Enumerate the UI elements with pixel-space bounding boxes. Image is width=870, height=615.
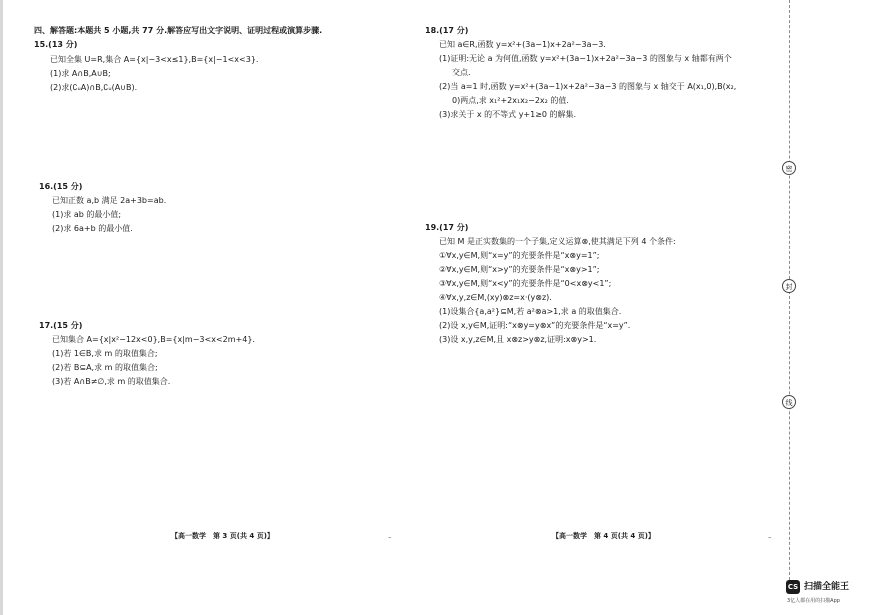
q19-line: ④∀x,y,z∈M,(xy)⊗z=x·(y⊗z). bbox=[439, 293, 552, 302]
q18-line: (3)求关于 x 的不等式 y+1≥0 的解集. bbox=[439, 110, 577, 119]
q19-line: ②∀x,y∈M,则“x>y”的充要条件是“x⊗y>1”; bbox=[439, 265, 600, 274]
footer-dash-left: – bbox=[388, 533, 392, 541]
q18-line: (1)证明:无论 a 为何值,函数 y=x²+(3a−1)x+2a²−3a−3 的图象与 x 轴都有两个 bbox=[439, 54, 732, 63]
q19-line: ①∀x,y∈M,则“x=y”的充要条件是“x⊗y=1”; bbox=[439, 251, 600, 260]
q18-line: 0)两点,求 x₁²+2x₁x₂−2x₂ 的值. bbox=[452, 96, 569, 105]
seal-mark: 线 bbox=[782, 395, 796, 409]
q19-line: 已知 M 是正实数集的一个子集,定义运算⊗,使其满足下列 4 个条件: bbox=[439, 237, 676, 246]
scanner-app-name: 扫描全能王 bbox=[804, 582, 850, 592]
q16-line: (1)求 ab 的最小值; bbox=[52, 210, 122, 219]
section-title: 四、解答题:本题共 5 小题,共 77 分.解答应写出文字说明、证明过程或演算步骤. bbox=[34, 26, 323, 35]
footer-dash-right: – bbox=[768, 533, 772, 541]
scanner-tagline: 3亿人都在用的扫描App bbox=[787, 598, 840, 604]
scan-edge bbox=[0, 0, 3, 615]
q15-line: 已知全集 U=R,集合 A={x|−3<x≤1},B={x|−1<x<3}. bbox=[50, 55, 259, 64]
q19-line: (1)设集合{a,a²}⊆M,若 a²⊗a>1,求 a 的取值集合. bbox=[439, 307, 622, 316]
q15-line: (1)求 A∩B,A∪B; bbox=[50, 69, 111, 78]
q15-head: 15.(13 分) bbox=[34, 40, 78, 49]
q19-head: 19.(17 分) bbox=[425, 223, 469, 232]
q17-line: 已知集合 A={x|x²−12x<0},B={x|m−3<x<2m+4}. bbox=[52, 335, 255, 344]
q19-line: ③∀x,y∈M,则“x<y”的充要条件是“0<x⊗y<1”; bbox=[439, 279, 612, 288]
q18-line: 已知 a∈R,函数 y=x²+(3a−1)x+2a²−3a−3. bbox=[439, 40, 606, 49]
q17-line: (3)若 A∩B≠∅,求 m 的取值集合. bbox=[52, 377, 171, 386]
q17-head: 17.(15 分) bbox=[39, 321, 83, 330]
camscanner-logo-icon: CS bbox=[786, 580, 800, 594]
q17-line: (1)若 1∈B,求 m 的取值集合; bbox=[52, 349, 158, 358]
seal-mark: 密 bbox=[782, 161, 796, 175]
seal-mark: 封 bbox=[782, 279, 796, 293]
q16-line: (2)求 6a+b 的最小值. bbox=[52, 224, 133, 233]
q18-head: 18.(17 分) bbox=[425, 26, 469, 35]
page-footer-left: 【高一数学 第 3 页(共 4 页)】 bbox=[171, 532, 274, 540]
q18-line: (2)当 a=1 时,函数 y=x²+(3a−1)x+2a²−3a−3 的图象与 x 轴交于 A(x₁,0),B(x₂, bbox=[439, 82, 737, 91]
page-footer-right: 【高一数学 第 4 页(共 4 页)】 bbox=[552, 532, 655, 540]
q19-line: (2)设 x,y∈M,证明:“x⊗y=y⊗x”的充要条件是“x=y”. bbox=[439, 321, 631, 330]
q19-line: (3)设 x,y,z∈M,且 x⊗z>y⊗z,证明:x⊗y>1. bbox=[439, 335, 597, 344]
q16-head: 16.(15 分) bbox=[39, 182, 83, 191]
q16-line: 已知正数 a,b 满足 2a+3b=ab. bbox=[52, 196, 167, 205]
q15-line: (2)求(∁ᵤA)∩B,∁ᵤ(A∪B). bbox=[50, 83, 138, 92]
binding-line bbox=[789, 0, 790, 590]
q17-line: (2)若 B⊆A,求 m 的取值集合; bbox=[52, 363, 158, 372]
q18-line: 交点. bbox=[452, 68, 471, 77]
